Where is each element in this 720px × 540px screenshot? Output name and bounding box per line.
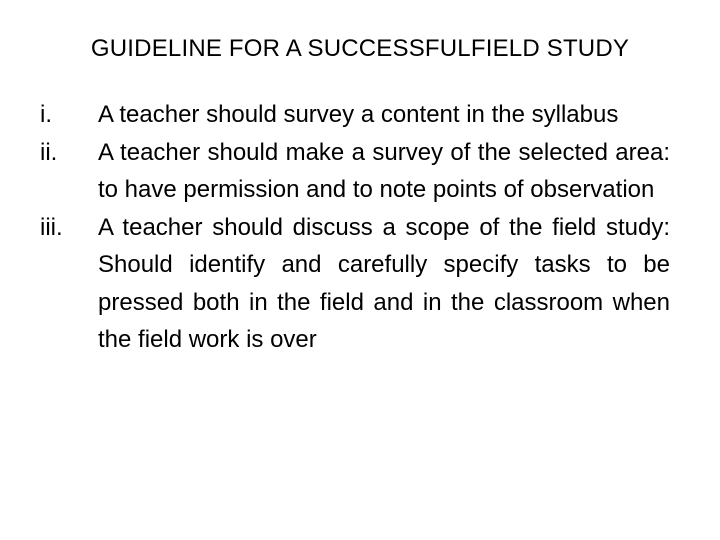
list-item-text: A teacher should discuss a scope of the field study: Should identify and carefully specify tasks to be pressed both in the field and in the classroom when the field work is over bbox=[98, 213, 670, 353]
slide-title: GUIDELINE FOR A SUCCESSFULFIELD STUDY bbox=[90, 35, 630, 62]
list-item bbox=[40, 209, 670, 359]
list-marker: i. bbox=[40, 101, 52, 128]
guideline-list bbox=[40, 96, 670, 359]
list-item bbox=[40, 134, 670, 209]
list-item bbox=[40, 96, 670, 134]
list-marker: ii. bbox=[40, 138, 58, 166]
list-marker: iii. bbox=[40, 213, 63, 241]
list-item-text: A teacher should survey a content in the syllabus bbox=[98, 101, 619, 128]
list-item-text: A teacher should make a survey of the selected area: to have permission and to note points of observation bbox=[98, 138, 670, 203]
